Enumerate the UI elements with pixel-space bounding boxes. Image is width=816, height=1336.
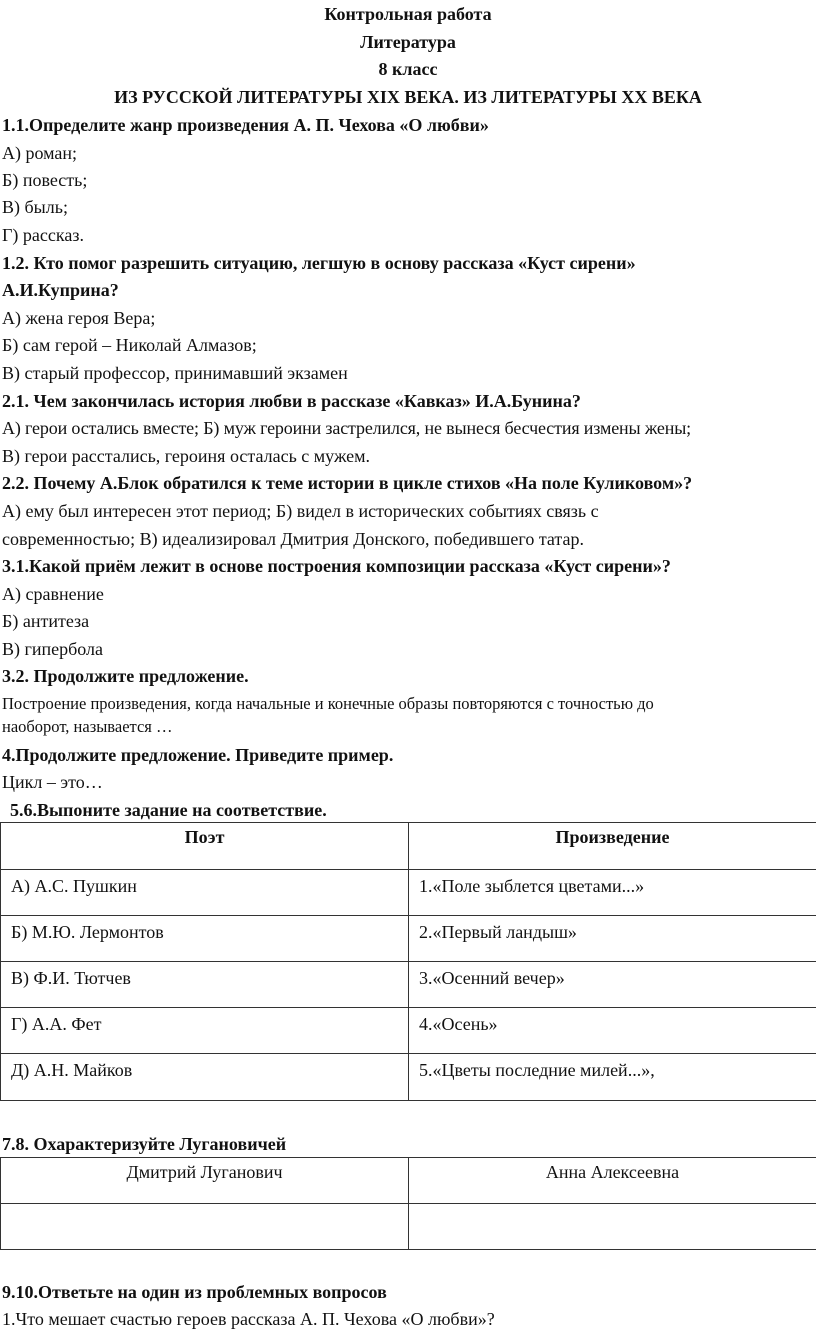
characterize-header-dmitry: Дмитрий Луганович: [1, 1158, 409, 1204]
option-1-2-b: Б) сам герой – Николай Алмазов;: [2, 335, 257, 355]
option-1-1-c: В) быль;: [2, 197, 68, 217]
matching-work-5: 5.«Цветы последние милей...»,: [409, 1054, 816, 1101]
question-1-2: 1.2. Кто помог разрешить ситуацию, легшую в основу рассказа «Куст сирени»: [2, 253, 636, 273]
matching-work-4: 4.«Осень»: [409, 1008, 816, 1054]
text-3-2-line1: Построение произведения, когда начальные и конечные образы повторяются с точностью до: [2, 694, 654, 713]
question-7-8: 7.8. Охарактеризуйте Лугановичей: [2, 1134, 287, 1154]
matching-poet-e: Д) А.Н. Майков: [1, 1054, 409, 1101]
question-2-1: 2.1. Чем закончилась история любви в рассказе «Кавказ» И.А.Бунина?: [2, 391, 581, 411]
characterize-answer-dmitry[interactable]: [1, 1204, 409, 1250]
options-2-2-line1: А) ему был интересен этот период; Б) видел в исторических событиях связь с: [2, 501, 599, 521]
question-2-2: 2.2. Почему А.Блок обратился к теме истории в цикле стихов «На поле Куликовом»?: [2, 473, 693, 493]
matching-poet-b: Б) М.Ю. Лермонтов: [1, 916, 409, 962]
characterize-answer-anna[interactable]: [409, 1204, 816, 1250]
matching-poet-c: В) Ф.И. Тютчев: [1, 962, 409, 1008]
characterize-table: [0, 1157, 816, 1250]
section-heading: ИЗ РУССКОЙ ЛИТЕРАТУРЫ XIX ВЕКА. ИЗ ЛИТЕРАТУРЫ XX ВЕКА: [114, 87, 702, 107]
matching-header-poet: Поэт: [1, 823, 409, 870]
characterize-header-anna: Анна Алексеевна: [409, 1158, 816, 1204]
text-9-10-line1: 1.Что мешает счастью героев рассказа А. П. Чехова «О любви»?: [2, 1309, 495, 1329]
matching-work-3: 3.«Осенний вечер»: [409, 962, 816, 1008]
doc-title: Контрольная работа: [324, 4, 492, 24]
doc-subject: Литература: [360, 32, 456, 52]
options-2-1-line1: А) герои остались вместе; Б) муж героини застрелился, не вынеся бесчестия измены жены;: [2, 418, 692, 438]
option-3-1-a: А) сравнение: [2, 584, 104, 604]
option-3-1-b: Б) антитеза: [2, 611, 90, 631]
text-3-2-line2: наоборот, называется …: [2, 717, 173, 736]
option-1-1-a: А) роман;: [2, 143, 78, 163]
matching-header-work: Произведение: [409, 823, 816, 870]
options-2-1-line2: В) герои расстались, героиня осталась с мужем.: [2, 446, 371, 466]
option-1-1-d: Г) рассказ.: [2, 225, 84, 245]
question-1-2-cont: А.И.Куприна?: [2, 280, 119, 300]
question-5-6: 5.6.Выпоните задание на соответствие.: [10, 800, 327, 820]
options-2-2-line2: современностью; В) идеализировал Дмитрия Донского, победившего татар.: [2, 529, 585, 549]
doc-grade: 8 класс: [378, 59, 438, 79]
question-3-2: 3.2. Продолжите предложение.: [2, 666, 249, 686]
question-3-1: 3.1.Какой приём лежит в основе построения композиции рассказа «Куст сирени»?: [2, 556, 671, 576]
matching-work-1: 1.«Поле зыблется цветами...»: [409, 870, 816, 916]
matching-work-2: 2.«Первый ландыш»: [409, 916, 816, 962]
option-3-1-c: В) гипербола: [2, 639, 104, 659]
question-1-1: 1.1.Определите жанр произведения А. П. Чехова «О любви»: [2, 115, 489, 135]
text-4-line1: Цикл – это…: [2, 772, 103, 792]
matching-poet-a: А) А.С. Пушкин: [1, 870, 409, 916]
matching-table: [0, 822, 816, 1101]
question-4: 4.Продолжите предложение. Приведите пример.: [2, 745, 394, 765]
option-1-2-c: В) старый профессор, принимавший экзамен: [2, 363, 348, 383]
matching-poet-d: Г) А.А. Фет: [1, 1008, 409, 1054]
question-9-10: 9.10.Ответьте на один из проблемных вопросов: [2, 1282, 387, 1302]
option-1-1-b: Б) повесть;: [2, 170, 88, 190]
option-1-2-a: А) жена героя Вера;: [2, 308, 156, 328]
